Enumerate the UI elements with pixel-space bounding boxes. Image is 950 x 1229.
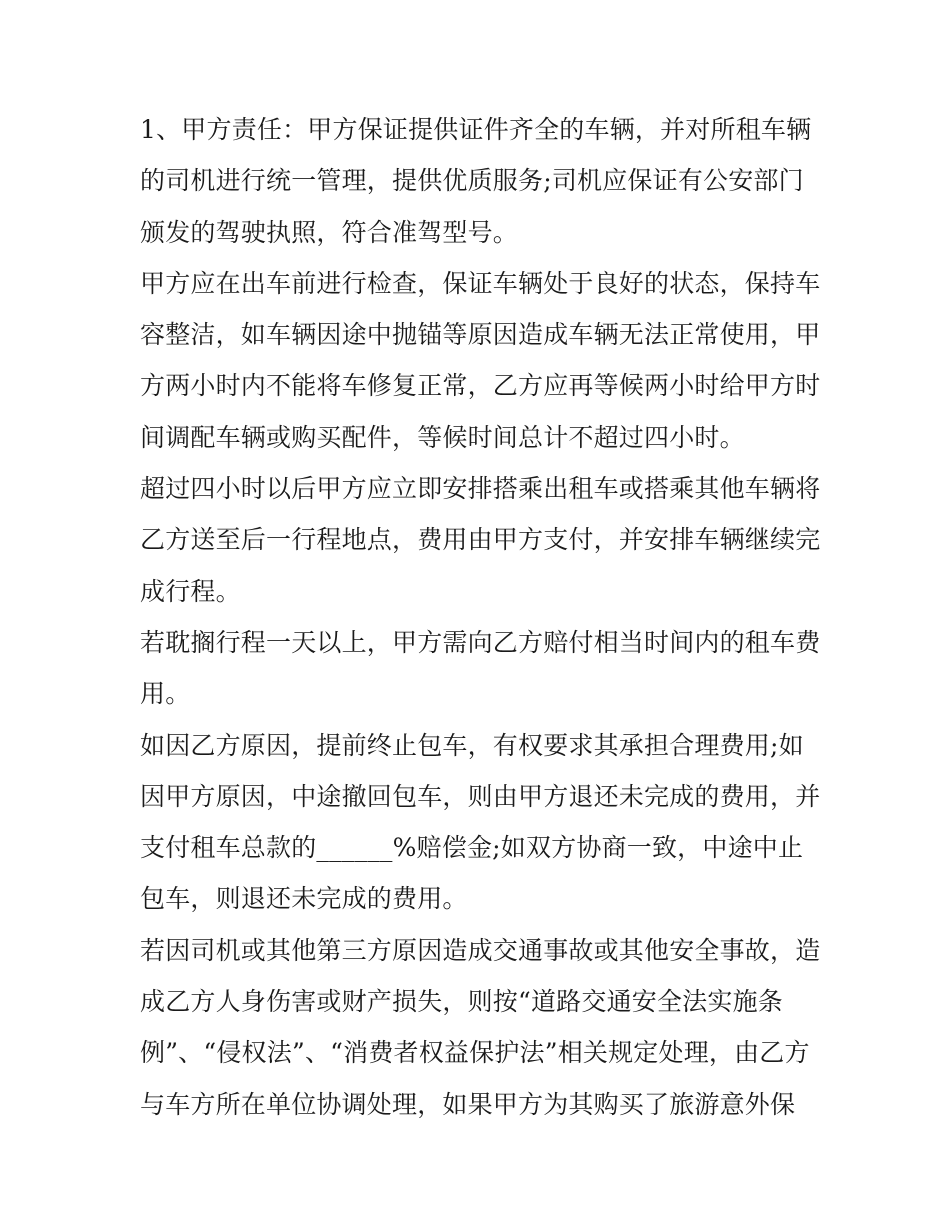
text-line: 间调配车辆或购买配件，等候时间总计不超过四小时。 bbox=[140, 422, 745, 452]
text-line: 与车方所在单位协调处理，如果甲方为其购买了旅游意外保 bbox=[140, 1089, 796, 1119]
text-line: 1、甲方责任：甲方保证提供证件齐全的车辆，并对所租车辆 bbox=[140, 115, 812, 144]
text-line: 例”、“侵权法”、“消费者权益保护法”相关规定处理，由乙方 bbox=[140, 1038, 810, 1068]
document-body bbox=[140, 104, 821, 1130]
text-line: 如因乙方原因，提前终止包车，有权要求其承担合理费用;如 bbox=[140, 730, 804, 760]
text-line: 成行程。 bbox=[140, 576, 241, 606]
text-line: 甲方应在出车前进行检查，保证车辆处于良好的状态，保持车 bbox=[140, 268, 821, 298]
text-line: 的司机进行统一管理，提供优质服务;司机应保证有公安部门 bbox=[140, 166, 804, 196]
text-line: 若耽搁行程一天以上，甲方需向乙方赔付相当时间内的租车费 bbox=[140, 627, 821, 657]
text-line: 乙方送至后一行程地点，费用由甲方支付，并安排车辆继续完 bbox=[140, 525, 821, 555]
text-line: 方两小时内不能将车修复正常，乙方应再等候两小时给甲方时 bbox=[140, 371, 821, 401]
text-line: 若因司机或其他第三方原因造成交通事故或其他安全事故，造 bbox=[140, 935, 821, 965]
text-line: 支付租车总款的______%赔偿金;如双方协商一致，中途中止 bbox=[140, 833, 804, 863]
text-line: 颁发的驾驶执照，符合准驾型号。 bbox=[140, 217, 519, 247]
text-line: 超过四小时以后甲方应立即安排搭乘出租车或搭乘其他车辆将 bbox=[140, 474, 821, 504]
text-line: 成乙方人身伤害或财产损失，则按“道路交通安全法实施条 bbox=[140, 987, 783, 1017]
text-line: 容整洁，如车辆因途中抛锚等原因造成车辆无法正常使用，甲 bbox=[140, 320, 821, 350]
text-line: 因甲方原因，中途撤回包车，则由甲方退还未完成的费用，并 bbox=[140, 781, 821, 811]
text-line: 包车，则退还未完成的费用。 bbox=[140, 884, 468, 914]
text-line: 用。 bbox=[140, 679, 191, 709]
